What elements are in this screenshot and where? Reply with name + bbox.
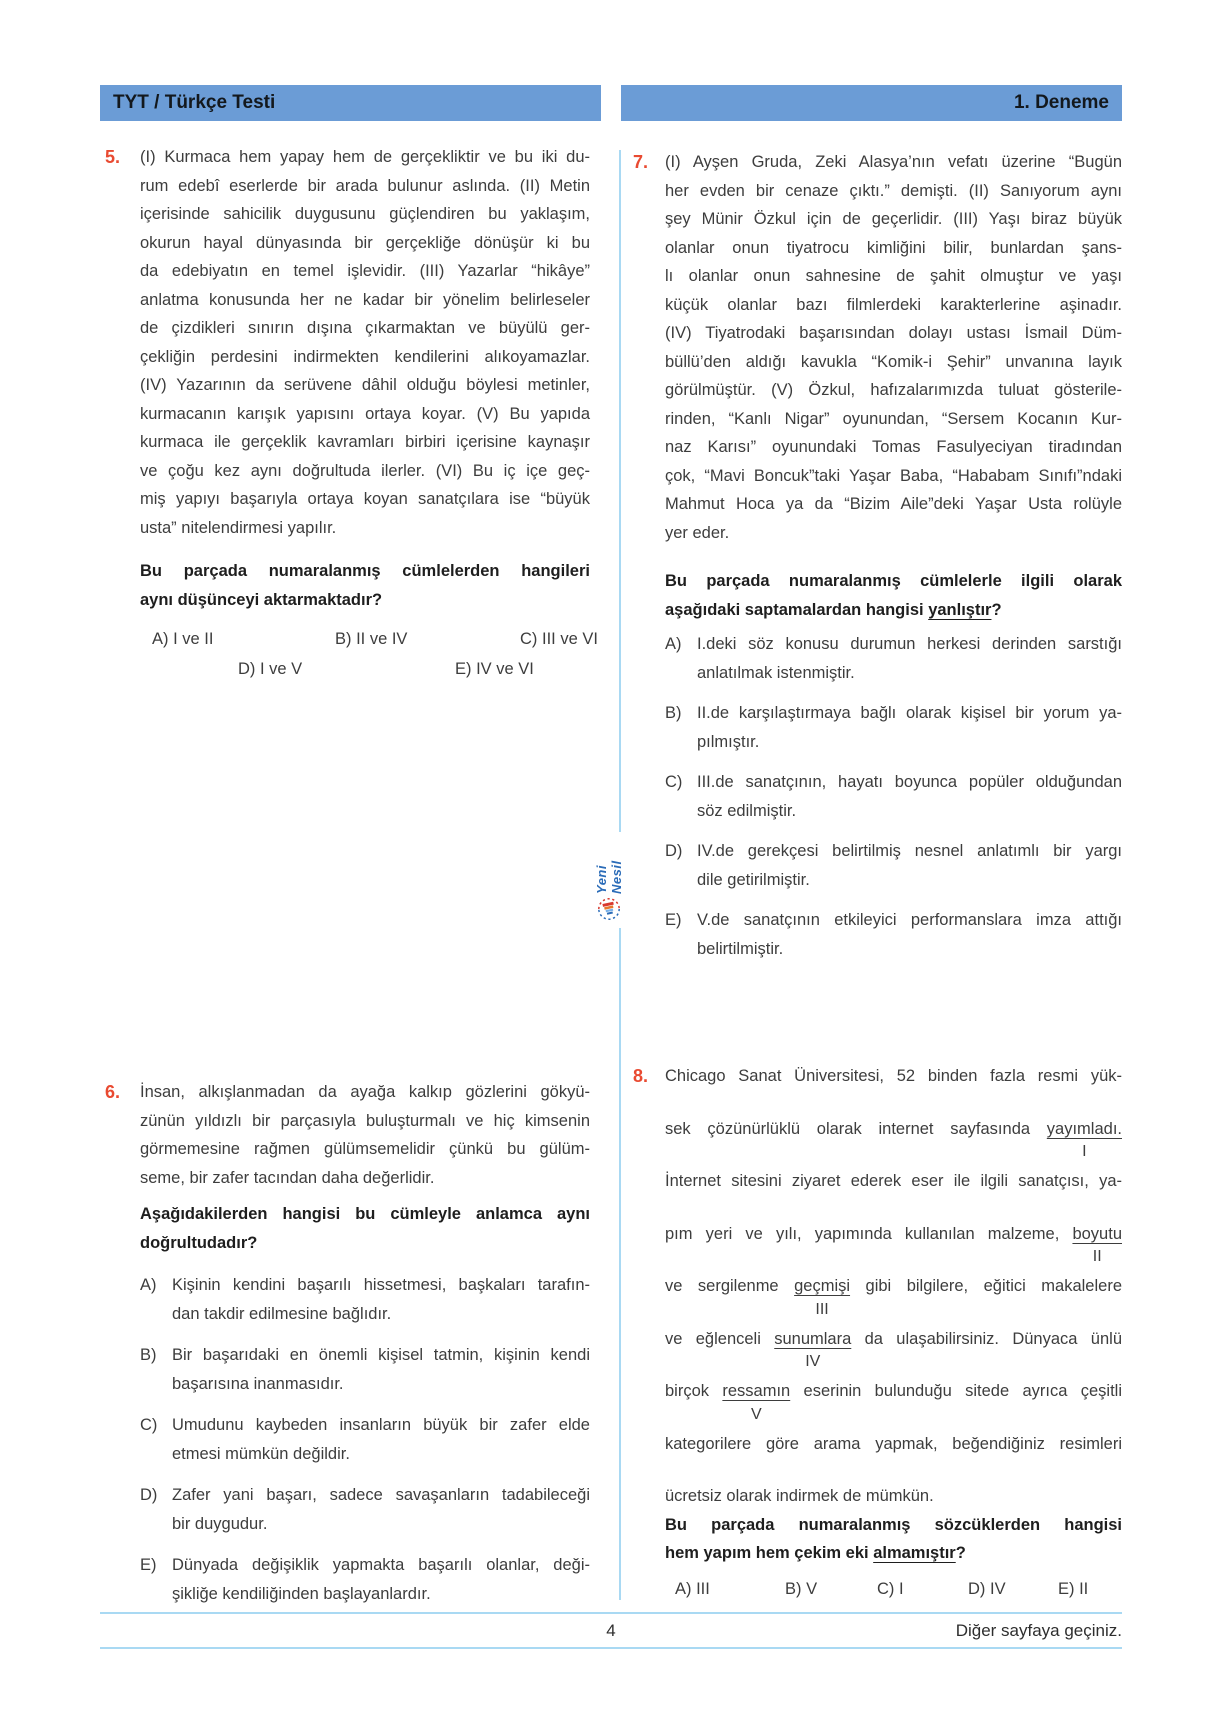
question-5-choices-row-1 [140,628,598,650]
text-span: Bu parçada numaralanmış sözcüklerden hangisi [665,1515,1122,1534]
option-line: dan takdir edilmesine bağlıdır. [172,1304,392,1323]
option-line: Umudunu kaybeden insanların büyük bir zafer elde [172,1416,590,1434]
question-5-choices-row-2 [140,658,590,680]
option-line: şikliğe kendiliğinden başlayanlardır. [172,1584,431,1603]
option-letter: A) [665,635,682,653]
passage-line [665,1062,1122,1091]
question-6-stem [140,1200,590,1257]
text-line: lı olanlar onun sahnesine de şahit olmuştur ve yaşı [665,267,1122,285]
option-line: söz edilmiştir. [697,801,797,820]
text-line: çok, “Mavi Boncuk”taki Yaşar Baba, “Hababam Sınıfı”ndaki [665,466,1122,485]
page-number: 4 [606,1620,616,1640]
text-line: seme, bir zafer tacından daha değerlidir. [140,1168,435,1187]
question-5 [100,143,598,680]
underlined-word: boyutu [1072,1224,1122,1243]
text-span: ve sergilenme [665,1277,795,1295]
text-line: görülmüştür. (V) Özkul, hafızalarımızda tuluat gösterile- [665,381,1122,399]
text-line: (IV) Tiyatrodaki başarısından dolayı ustası İsmail Düm- [665,324,1122,342]
text-span: ücretsiz olarak indirmek de mümkün. [665,1487,934,1505]
passage-line [665,1325,1122,1354]
underlined-word: sunumlara [774,1329,852,1348]
question-7 [633,148,1122,975]
text-span: eserinin bulunduğu sitede ayrıca çeşitli [790,1382,1122,1400]
text-line: İnsan, alkışlanmadan da ayağa kalkıp gözlerini gökyü- [140,1083,590,1101]
text-span: aynı düşünceyi aktarmaktadır? [140,590,383,609]
option-letter: E) [140,1556,157,1574]
option-text [697,630,1122,687]
option-text [697,906,1122,963]
option-line: anlatılmak istenmiştir. [697,663,855,682]
answer-choice: D) I ve V [238,660,303,678]
numeral-row [665,1091,1122,1115]
question-7-number: 7. [633,152,649,172]
option-line: başarısına inanmasıdır. [172,1374,344,1393]
text-line: çekliğin perdesini indirmekten kendilerini alıkoyamazlar. [140,347,590,366]
text-line: anlatma konusunda her ne kadar bir yönelim belirleseler [140,290,590,309]
underlined-word: ressamın [722,1382,791,1400]
word-numeral: I [1082,1143,1087,1160]
question-6-choices [140,1271,590,1608]
text-span: hem yapım hem çekim eki [665,1544,874,1562]
text-span: sek çözünürlüklü olarak internet sayfasında [665,1119,1047,1138]
text-span: ? [955,1544,966,1562]
passage-line [665,1220,1122,1249]
option-text [697,768,1122,825]
page-header [100,85,1122,121]
text-line: (I) Ayşen Gruda, Zeki Alasya’nın vefatı üzerine “Bugün [665,153,1122,171]
option-text [697,837,1122,894]
text-line: büllü’den aldığı kavukla “Komik-i Şehir” unvanına layık [665,352,1122,371]
text-span: Chicago Sanat Üniversitesi, 52 binden fazla resmi yük- [665,1067,1122,1085]
text-line: okurun hayal dünyasında bir gerçekliğe dönüşür ki bu [140,233,590,252]
passage-line [665,1272,1122,1301]
text-line: Mahmut Hoca ya da “Bizim Aile”deki Yaşar Usta rolüyle [665,495,1122,513]
option-line: bir duygudur. [172,1514,268,1533]
text-line: küçük olanlar bazı filmlerdeki karakterlerine aşinadır. [665,295,1122,314]
option-line: III.de sanatçının, hayatı boyunca popüler olduğundan [697,773,1122,791]
publisher-name: Yeni Nesil [594,860,624,894]
answer-choice: A) III [675,1579,710,1598]
text-line: (IV) Yazarının da serüvene dâhil olduğu böylesi metinler, [140,376,590,394]
text-line: her evden bir cenaze çıktı.” demişti. (II) Sanıyorum aynı [665,181,1122,200]
numeral-row [665,1196,1122,1220]
stem-line [665,567,1122,596]
text-span: ? [991,600,1002,619]
option-line: II.de karşılaştırmaya bağlı olarak kişisel bir yorum ya- [697,704,1122,722]
numeral-row [665,1458,1122,1482]
option-letter: A) [140,1276,157,1294]
right-column [633,148,1122,1600]
option-letter: E) [665,911,682,929]
answer-option [665,768,1122,825]
left-column [100,143,598,1621]
underlined-word: geçmişi [794,1277,851,1295]
text-line: miş yapıyı başarıyla ortaya koyan sanatçılara ise “büyük [140,490,590,508]
text-line: görmemesine rağmen gülümsemelidir çünkü bu gülüm- [140,1140,590,1158]
text-span: ve eğlenceli [665,1329,775,1348]
option-line: belirtilmiştir. [697,939,784,958]
word-numeral: V [750,1405,762,1423]
text-line: içerisinde sahicilik duygusunu güçlendiren bu yaklaşım, [140,205,590,223]
option-line: IV.de gerekçesi belirtilmiş nesnel anlatımlı bir yargı [697,842,1122,860]
option-line: pılmıştır. [697,732,760,751]
answer-option [140,1551,590,1608]
option-letter: D) [140,1486,158,1504]
text-line: usta” nitelendirmesi yapılır. [140,518,337,537]
answer-option [665,699,1122,756]
text-span: pım yeri ve yılı, yapımında kullanılan malzeme, [665,1224,1073,1243]
text-line: yer eder. [665,523,730,542]
next-page-hint: Diğer sayfaya geçiniz. [955,1620,1122,1640]
test-title: TYT / Türkçe Testi [113,92,276,113]
question-8-passage [665,1062,1122,1511]
word-numeral: II [1092,1248,1102,1265]
answer-choice: E) II [1058,1579,1089,1598]
question-5-passage [140,143,590,542]
word-numeral: IV [805,1353,821,1370]
option-letter: B) [140,1346,157,1364]
question-6 [100,1078,590,1621]
stem-line [140,586,590,615]
answer-choice: E) IV ve VI [455,660,534,678]
passage-line [665,1377,1122,1406]
publisher-logo [586,832,632,928]
question-8 [633,1062,1122,1600]
option-letter: D) [665,842,683,860]
publisher-icon [597,897,621,921]
answer-choice: C) I [877,1579,904,1598]
stem-line [665,1539,1122,1568]
numeral-row [665,1143,1122,1167]
question-7-choices [665,630,1122,963]
text-line: kurmacanın karışık yapısını ortaya koyar. (V) Bu yapıda [140,404,590,423]
text-span: Bu parçada numaralanmış cümlelerle ilgili olarak [665,572,1122,590]
question-8-body [665,1062,1122,1600]
question-7-passage [665,148,1122,547]
text-line: naz Karısı” oyunundaki Tomas Fasulyeciyan tiradından [665,438,1122,456]
text-line: zünün yıldızlı bir parçasıyla buluşturmalı ve hiç kimsenin [140,1111,590,1130]
numeral-row [665,1248,1122,1272]
answer-option [665,630,1122,687]
question-6-passage [140,1078,590,1192]
text-line: ve çoğu kez aynı doğrultuda ilerler. (VI) Bu iç içe geç- [140,461,590,480]
question-8-choices-row [665,1578,1122,1600]
option-letter: C) [140,1416,158,1434]
question-7-stem [665,567,1122,624]
question-5-number: 5. [105,147,121,167]
text-span: Aşağıdakilerden hangisi bu cümleyle anlamca aynı [140,1205,590,1223]
option-text [697,699,1122,756]
passage-line [665,1115,1122,1144]
passage-line [665,1430,1122,1459]
text-span: aşağıdaki saptamalardan hangisi [665,600,929,619]
stem-line [140,1229,590,1258]
passage-line [665,1482,1122,1511]
option-text [172,1481,590,1538]
text-span: da ulaşabilirsiniz. Dünyaca ünlü [851,1329,1122,1348]
text-span: birçok [665,1382,723,1400]
option-line: V.de sanatçının etkileyici performanslara imza attığı [697,911,1122,929]
answer-option [665,837,1122,894]
text-span: doğrultudadır? [140,1233,258,1252]
answer-option [140,1341,590,1398]
option-letter: C) [665,773,683,791]
stem-line [140,557,590,586]
question-5-body [140,143,598,680]
answer-choice: B) II ve IV [335,630,408,648]
numeral-row [665,1353,1122,1377]
option-line: I.deki söz konusu durumun herkesi derinden sarstığı [697,635,1122,653]
answer-option [665,906,1122,963]
question-6-body [140,1078,590,1621]
underlined-word: yanlıştır [928,600,992,619]
answer-option [140,1411,590,1468]
underlined-word: yayımladı. [1046,1119,1122,1138]
option-line: Dünyada değişiklik yapmakta başarılı olanlar, deği- [172,1556,590,1574]
page-footer [100,1612,1122,1649]
exam-name: 1. Deneme [1013,92,1109,113]
text-span: Bu parçada numaralanmış cümlelerden hangileri [140,562,590,580]
option-text [172,1271,590,1328]
text-line: rum edebî eserlerde bir arada bulunur aslında. (II) Metin [140,176,590,195]
question-5-stem [140,557,590,614]
text-line: da edebiyatın en temel işlevidir. (III) Yazarlar “hikâye” [140,262,590,280]
underlined-word: almamıştır [873,1544,956,1562]
option-line: etmesi mümkün değildir. [172,1444,350,1463]
text-line: şey Münir Özkul için de geçerlidir. (III) Yaşı biraz büyük [665,210,1122,228]
answer-choice: A) I ve II [152,630,214,648]
numeral-row [665,1301,1122,1325]
test-title-bar [100,85,601,121]
question-8-number: 8. [633,1066,649,1086]
text-span: kategorilere göre arama yapmak, beğendiğiniz resimleri [665,1434,1122,1453]
question-7-body [665,148,1122,975]
numeral-row [665,1406,1122,1430]
stem-line [665,1511,1122,1540]
option-line: Kişinin kendini başarılı hissetmesi, başkaları tarafın- [172,1276,590,1294]
text-line: kurmaca ile gerçeklik kavramları birbiri içerisine kaynaşır [140,433,590,451]
option-text [172,1341,590,1398]
stem-line [140,1200,590,1229]
option-text [172,1411,590,1468]
word-numeral: III [815,1300,829,1318]
question-8-stem [665,1511,1122,1568]
answer-choice: D) IV [968,1579,1006,1598]
text-line: rinden, “Kanlı Nigar” oyunundan, “Sersem Kocanın Kur- [665,409,1122,428]
option-line: Bir başarıdaki en önemli kişisel tatmin, kişinin kendi [172,1346,590,1364]
text-line: olanlar onun tiyatrocu kimliğini bilir, bunlardan şans- [665,238,1122,257]
answer-option [140,1481,590,1538]
text-line: de çizdikleri sınırın dışına çıkarmaktan ve büyülü ger- [140,319,590,337]
footer-content [100,1614,1122,1647]
answer-choice: B) V [785,1579,818,1598]
text-line: (I) Kurmaca hem yapay hem de gerçekliktir ve bu iki du- [140,148,590,166]
stem-line [665,596,1122,625]
text-span: İnternet sitesini ziyaret ederek eser ile ilgili sanatçısı, ya- [665,1172,1122,1190]
exam-name-bar [621,85,1122,121]
answer-option [140,1271,590,1328]
option-letter: B) [665,704,682,722]
answer-choice: C) III ve VI [520,630,598,648]
passage-line [665,1167,1122,1196]
text-span: gibi bilgilere, eğitici makalelere [850,1277,1122,1295]
option-line: Zafer yani başarı, sadece savaşanların tadabileceği [172,1486,590,1504]
question-6-number: 6. [105,1082,121,1102]
option-text [172,1551,590,1608]
option-line: dile getirilmiştir. [697,870,810,889]
